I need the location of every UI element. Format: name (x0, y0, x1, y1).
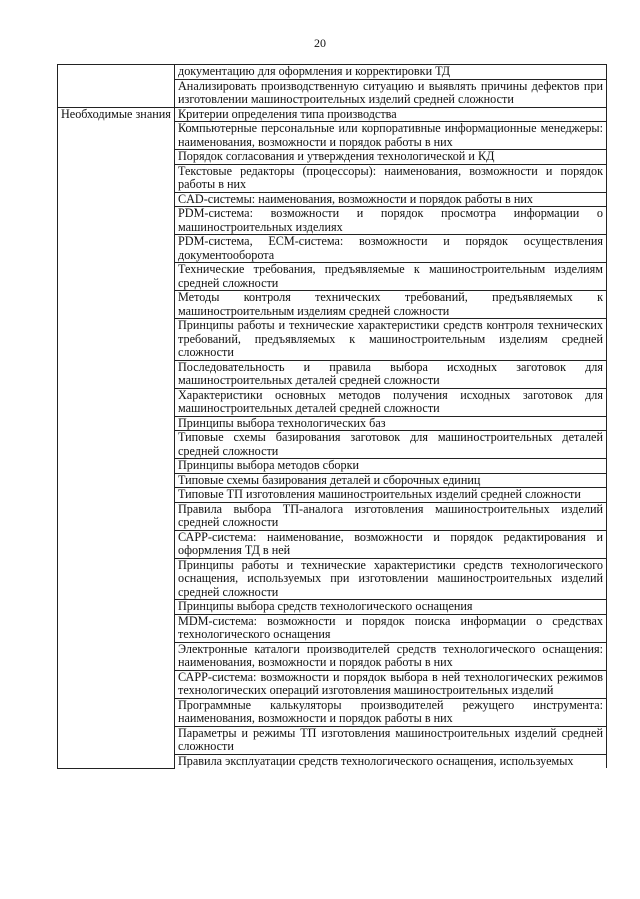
table-cell: Критерии определения типа производства (175, 107, 607, 122)
table-row (58, 107, 607, 122)
table-cell: Типовые ТП изготовления машиностроительных изделий средней сложности (175, 488, 607, 503)
table-cell: Технические требования, предъявляемые к машиностроительным изделиям средней сложности (175, 263, 607, 291)
table-cell: документацию для оформления и корректировки ТД (175, 65, 607, 80)
table-cell: PDM-система: возможности и порядок просмотра информации о машиностроительных изделиях (175, 207, 607, 235)
section-label: Необходимые знания (58, 107, 175, 768)
table-cell: Текстовые редакторы (процессоры): наименования, возможности и порядок работы в них (175, 164, 607, 192)
page-number: 20 (314, 36, 326, 50)
table-cell: САРР-система: наименование, возможности и порядок редактирования и оформления ТД в ней (175, 530, 607, 558)
table-cell: Порядок согласования и утверждения технологической и КД (175, 150, 607, 165)
table-cell: MDM-система: возможности и порядок поиска информации о средствах технологического оснащения (175, 614, 607, 642)
table-cell: Правила эксплуатации средств технологического оснащения, используемых (175, 754, 607, 768)
table-cell: Последовательность и правила выбора исходных заготовок для машиностроительных деталей средней сложности (175, 360, 607, 388)
table-cell: Характеристики основных методов получения исходных заготовок для машиностроительных деталей средней сложности (175, 388, 607, 416)
table-cell: Принципы работы и технические характеристики средств технологического оснащения, используемых при изготовлении машиностроительных изделий средней сложности (175, 558, 607, 600)
table-cell: PDM-система, ECM-система: возможности и порядок осуществления документооборота (175, 235, 607, 263)
table-cell: Типовые схемы базирования деталей и сборочных единиц (175, 473, 607, 488)
table-cell: САРР-система: возможности и порядок выбора в ней технологических режимов технологических операций изготовления машиностроительных изделий (175, 670, 607, 698)
table-cell: Принципы выбора технологических баз (175, 416, 607, 431)
table-cell: Принципы работы и технические характеристики средств контроля технических требований, предъявляемых к машиностроительным изделиям средней сложности (175, 319, 607, 361)
table-cell: Программные калькуляторы производителей режущего инструмента: наименования, возможности и порядок работы в них (175, 698, 607, 726)
table-cell: Правила выбора ТП-аналога изготовления машиностроительных изделий средней сложности (175, 502, 607, 530)
table-row (58, 65, 607, 80)
table-cell: Принципы выбора средств технологического оснащения (175, 600, 607, 615)
table-cell: Методы контроля технических требований, предъявляемых к машиностроительным изделиям средней сложности (175, 291, 607, 319)
table-cell: Анализировать производственную ситуацию и выявлять причины дефектов при изготовлении машиностроительных изделий средней сложности (175, 79, 607, 107)
competency-table (57, 64, 607, 769)
table-cell: Типовые схемы базирования заготовок для машиностроительных деталей средней сложности (175, 431, 607, 459)
table-cell: Параметры и режимы ТП изготовления машиностроительных изделий средней сложности (175, 726, 607, 754)
table-cell: Компьютерные персональные или корпоративные информационные менеджеры: наименования, возможности и порядок работы в них (175, 122, 607, 150)
table-cell: Принципы выбора методов сборки (175, 459, 607, 474)
table-cell: Электронные каталоги производителей средств технологического оснащения: наименования, возможности и порядок работы в них (175, 642, 607, 670)
empty-label-cell (58, 65, 175, 108)
table-cell: CAD-системы: наименования, возможности и порядок работы в них (175, 192, 607, 207)
